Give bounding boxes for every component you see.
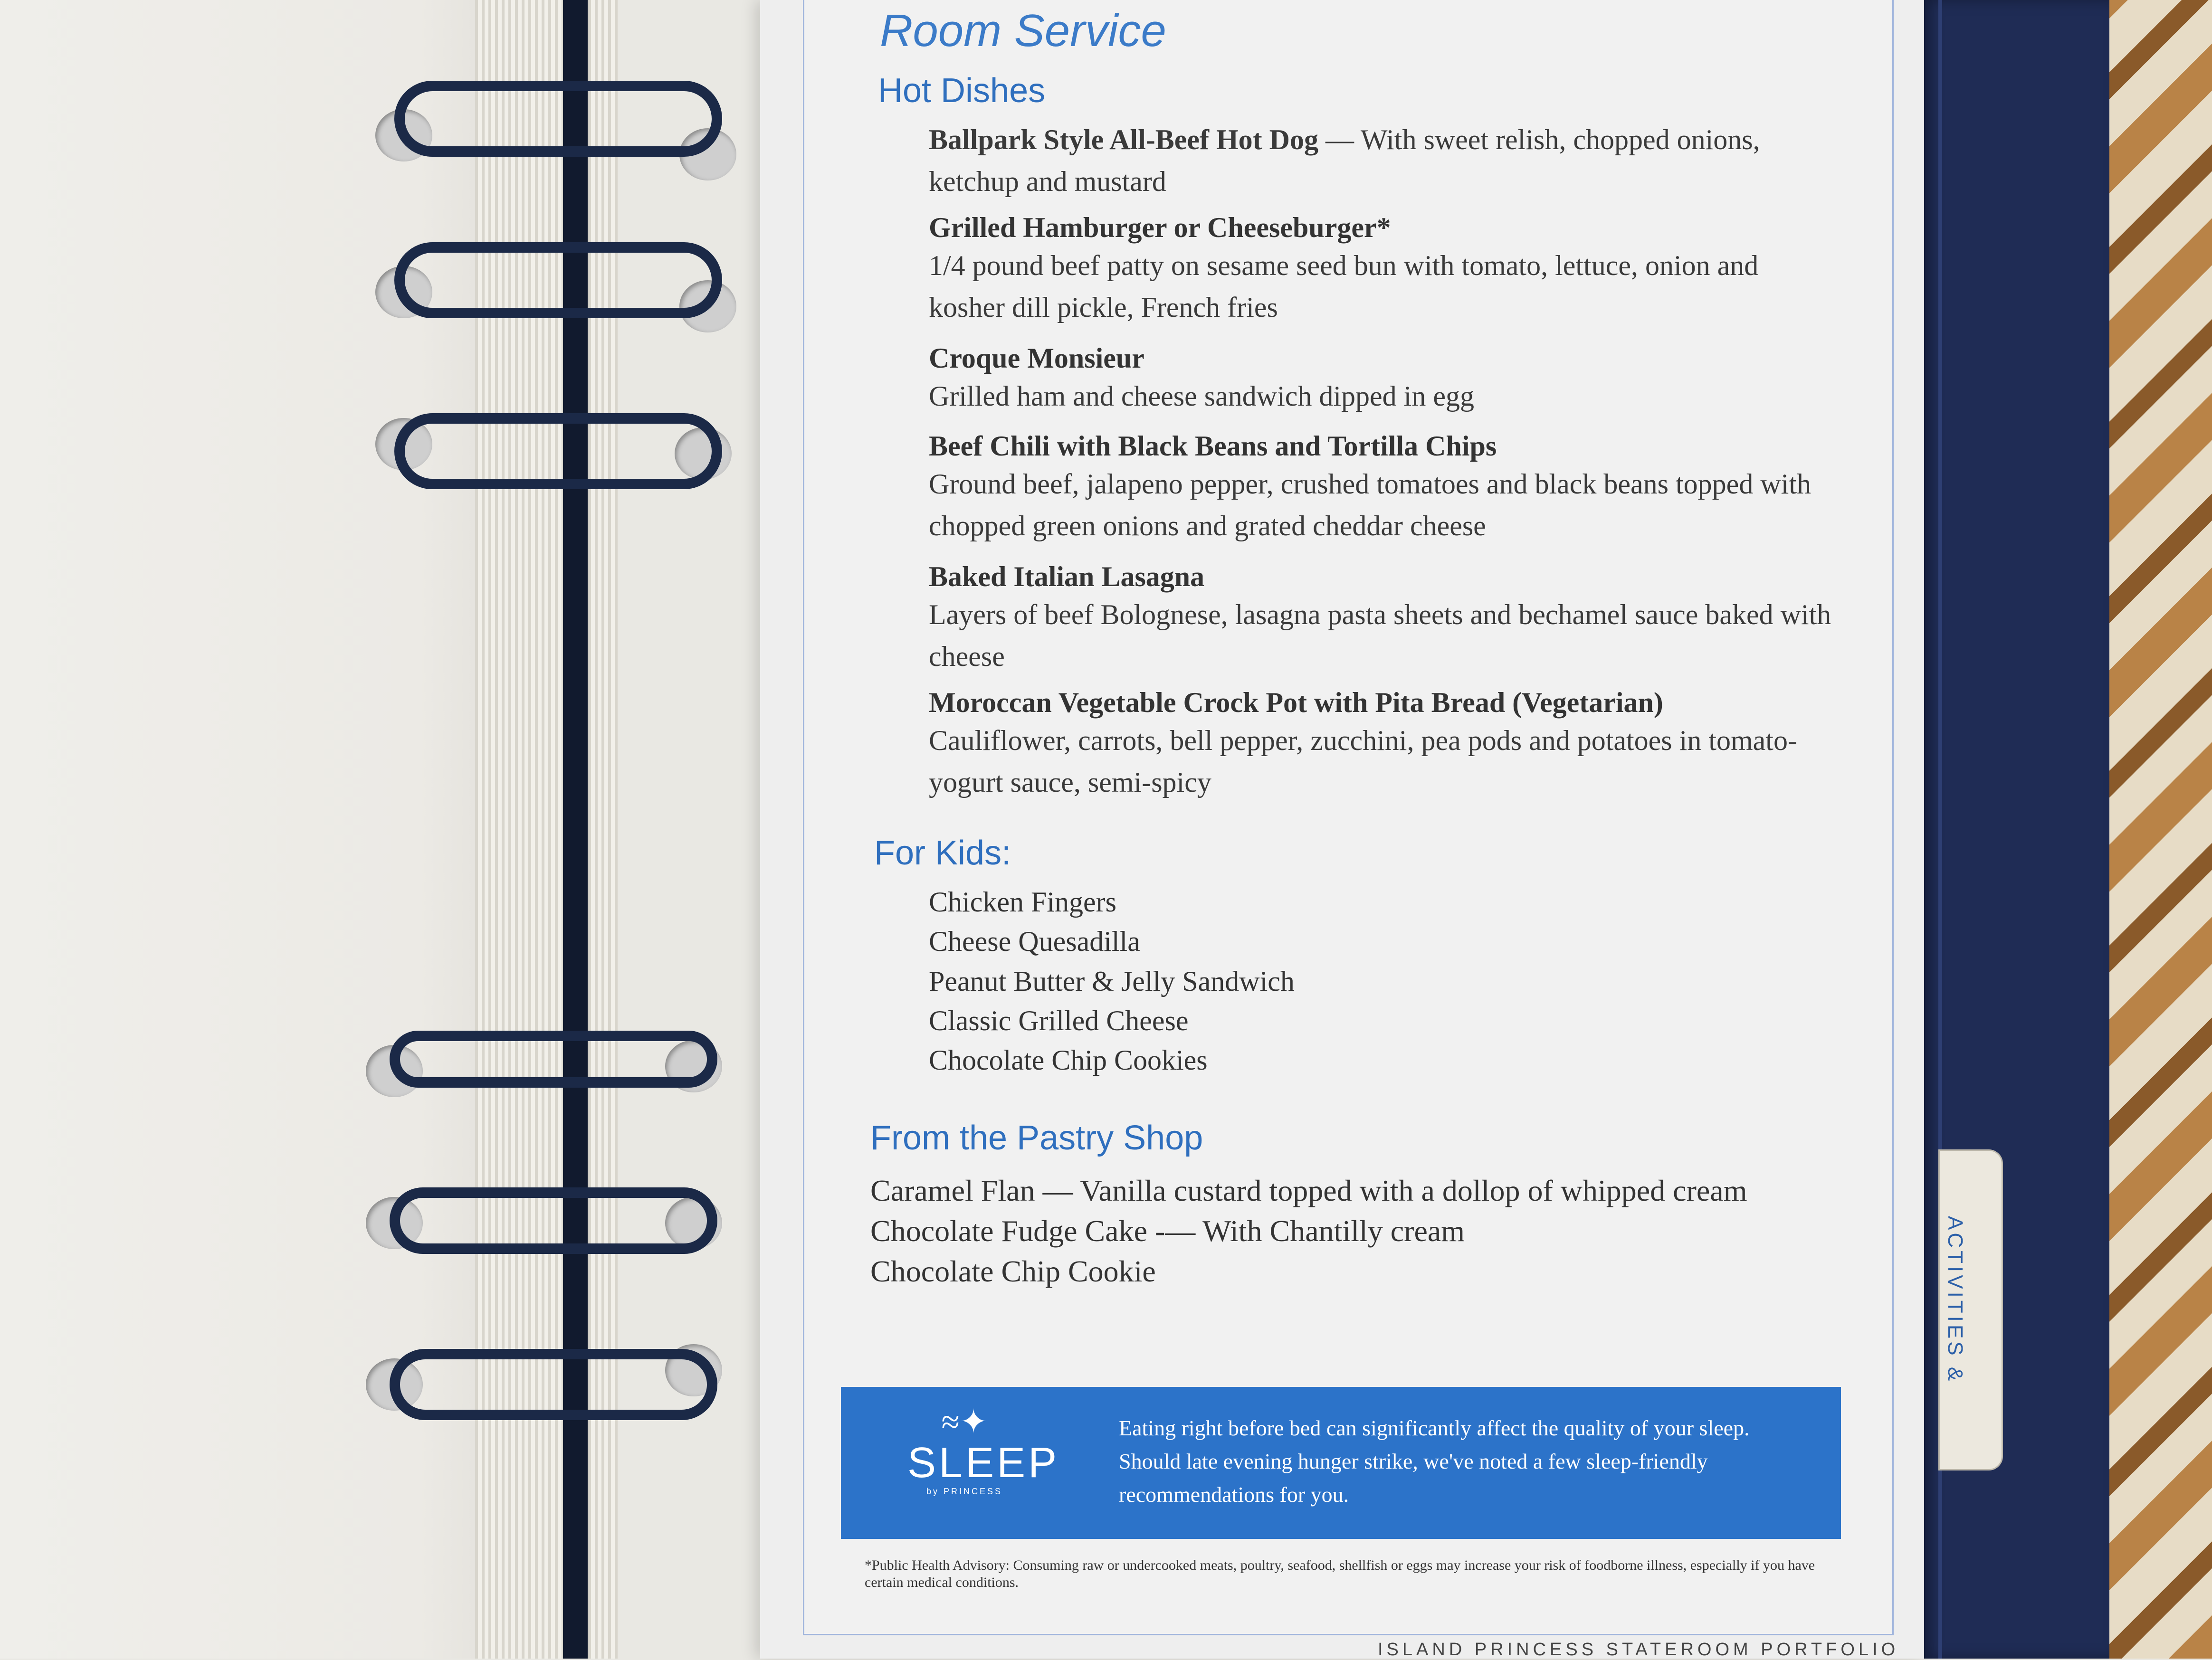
menu-item-name: Croque Monsieur	[929, 342, 1144, 374]
sleep-logo	[907, 1404, 1060, 1497]
menu-item-description: Grilled ham and cheese sandwich dipped in egg	[929, 380, 1474, 412]
menu-item-description: Cauliflower, carrots, bell pepper, zucchini, pea pods and potatoes in tomato-yogurt sauce, semi-spicy	[929, 725, 1797, 798]
portfolio-footer: ISLAND PRINCESS STATEROOM PORTFOLIO	[1378, 1640, 1899, 1660]
section-heading-pastry: From the Pastry Shop	[870, 1119, 1203, 1157]
binder-ring	[394, 413, 722, 489]
binder-ring	[394, 242, 722, 318]
page-title: Room Service	[880, 5, 1166, 56]
wave-icon: ≈✦	[941, 1404, 988, 1441]
menu-item-description: Layers of beef Bolognese, lasagna pasta sheets and bechamel sauce baked with cheese	[929, 599, 1831, 672]
list-item: Chicken Fingers	[929, 886, 1116, 918]
menu-item-name: Beef Chili with Black Beans and Tortilla Chips	[929, 430, 1497, 462]
menu-item-description: 1/4 pound beef patty on sesame seed bun with tomato, lettuce, onion and kosher dill pickle, French fries	[929, 250, 1759, 323]
tab-label: ACTIVITIES &	[1944, 1216, 1967, 1384]
list-item: Classic Grilled Cheese	[929, 1005, 1189, 1036]
binder-ring	[390, 1187, 717, 1254]
menu-item	[929, 119, 1831, 202]
section-heading-kids: For Kids:	[874, 834, 1011, 872]
list-item: Chocolate Chip Cookie	[870, 1254, 1156, 1288]
menu-item-description: Ground beef, jalapeno pepper, crushed tomatoes and black beans topped with chopped green onions and grated cheddar cheese	[929, 468, 1811, 541]
menu-item-name: Moroccan Vegetable Crock Pot with Pita Bread (Vegetarian)	[929, 687, 1663, 718]
sleep-callout-text: Eating right before bed can significantly affect the quality of your sleep. Should late evening hunger strike, we've noted a few sleep-friendly recommendations for you.	[1119, 1416, 1750, 1507]
binder-ring	[394, 81, 722, 157]
list-item: Caramel Flan — Vanilla custard topped with a dollop of whipped cream	[870, 1174, 1747, 1207]
menu-item-name: Baked Italian Lasagna	[929, 561, 1205, 592]
sleep-logo-word: SLEEP	[907, 1439, 1060, 1487]
sleep-callout	[841, 1387, 1841, 1539]
menu-item-name: Ballpark Style All-Beef Hot Dog	[929, 124, 1318, 155]
list-item: Peanut Butter & Jelly Sandwich	[929, 966, 1295, 997]
health-advisory: *Public Health Advisory: Consuming raw or undercooked meats, poultry, seafood, shellfish or eggs may increase your risk of foodborne illness, especially if you have certain medical conditions.	[865, 1557, 1815, 1590]
menu-item-name: Grilled Hamburger or Cheeseburger*	[929, 212, 1391, 243]
binder-ring	[390, 1349, 717, 1420]
list-item: Cheese Quesadilla	[929, 926, 1140, 957]
list-item: Chocolate Chip Cookies	[929, 1044, 1208, 1076]
section-heading-hot-dishes: Hot Dishes	[878, 72, 1046, 110]
sleep-logo-by: by PRINCESS	[926, 1487, 1003, 1496]
binder-ring	[390, 1031, 717, 1088]
list-item: Chocolate Fudge Cake -— With Chantilly cream	[870, 1214, 1465, 1248]
menu-item-description: — With sweet relish, chopped onions, ketchup and mustard	[929, 124, 1760, 197]
